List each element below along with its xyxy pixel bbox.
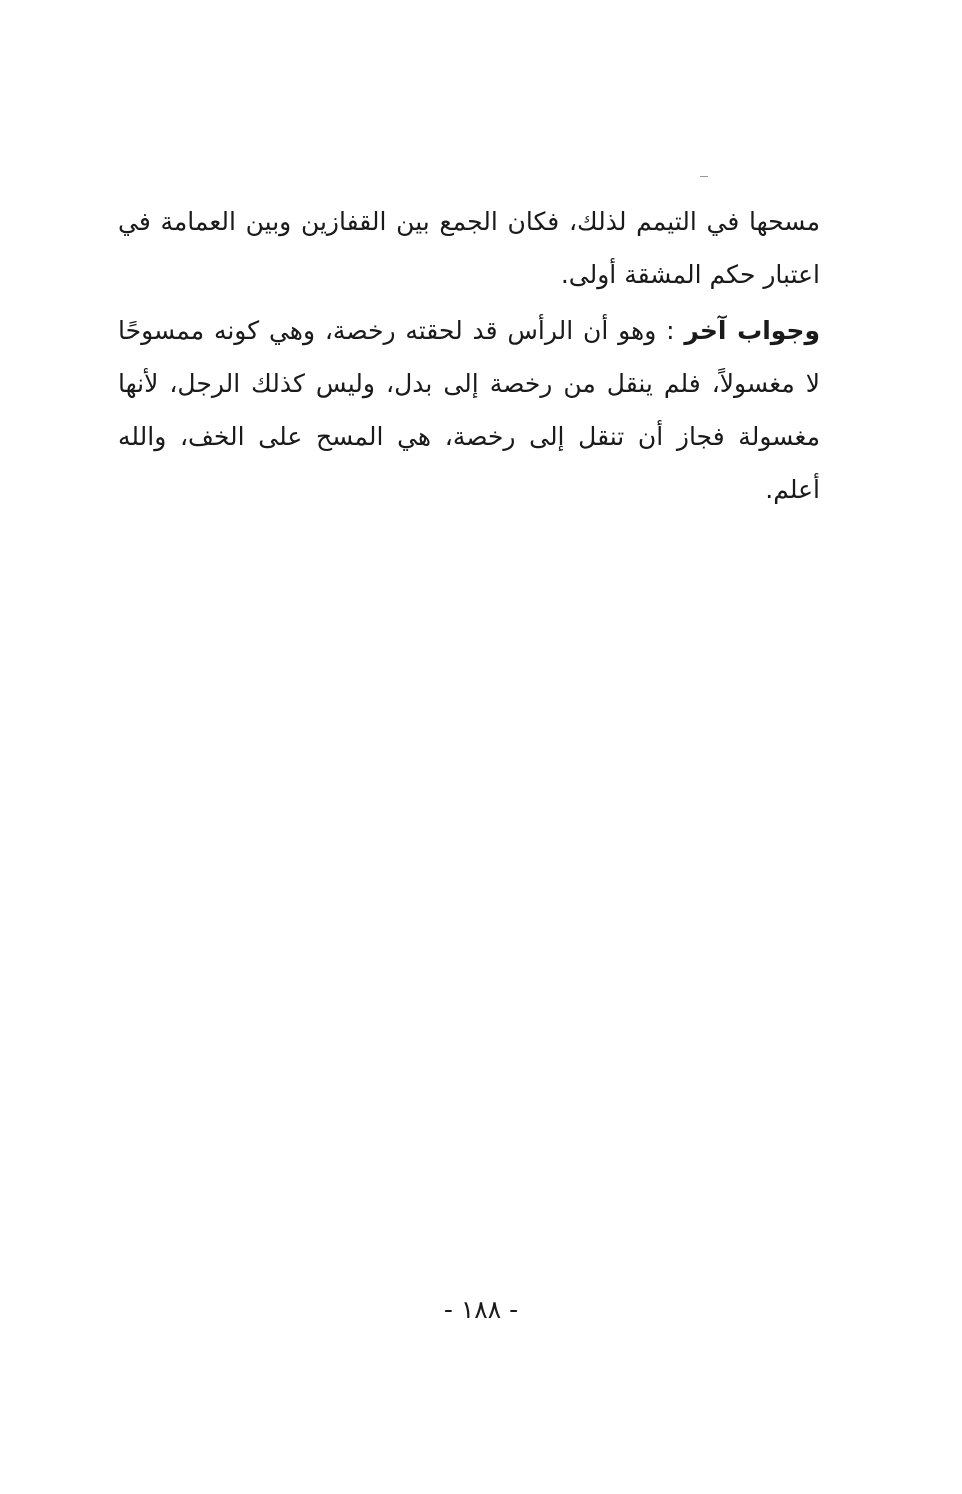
paragraph-1 (118, 195, 820, 301)
page-number: - ١٨٨ - (443, 1295, 519, 1324)
paragraph-2-body: : وهو أن الرأس قد لحقته رخصة، وهي كونه ممسوحًا لا مغسولاً، فلم ينقل من رخصة إلى بدل، وليس كذلك الرجل، لأنها مغسولة فجاز أن تنقل إلى رخصة، هي المسح على الخف، والله أعلم. (118, 316, 820, 504)
paragraph-2 (118, 304, 820, 516)
paragraph-2-lead-term: وجواب آخر (684, 316, 820, 345)
paragraph-1-text: مسحها في التيمم لذلك، فكان الجمع بين القفازين وبين العمامة في اعتبار حكم المشقة أولى. (118, 207, 820, 289)
scan-speck (700, 176, 708, 177)
